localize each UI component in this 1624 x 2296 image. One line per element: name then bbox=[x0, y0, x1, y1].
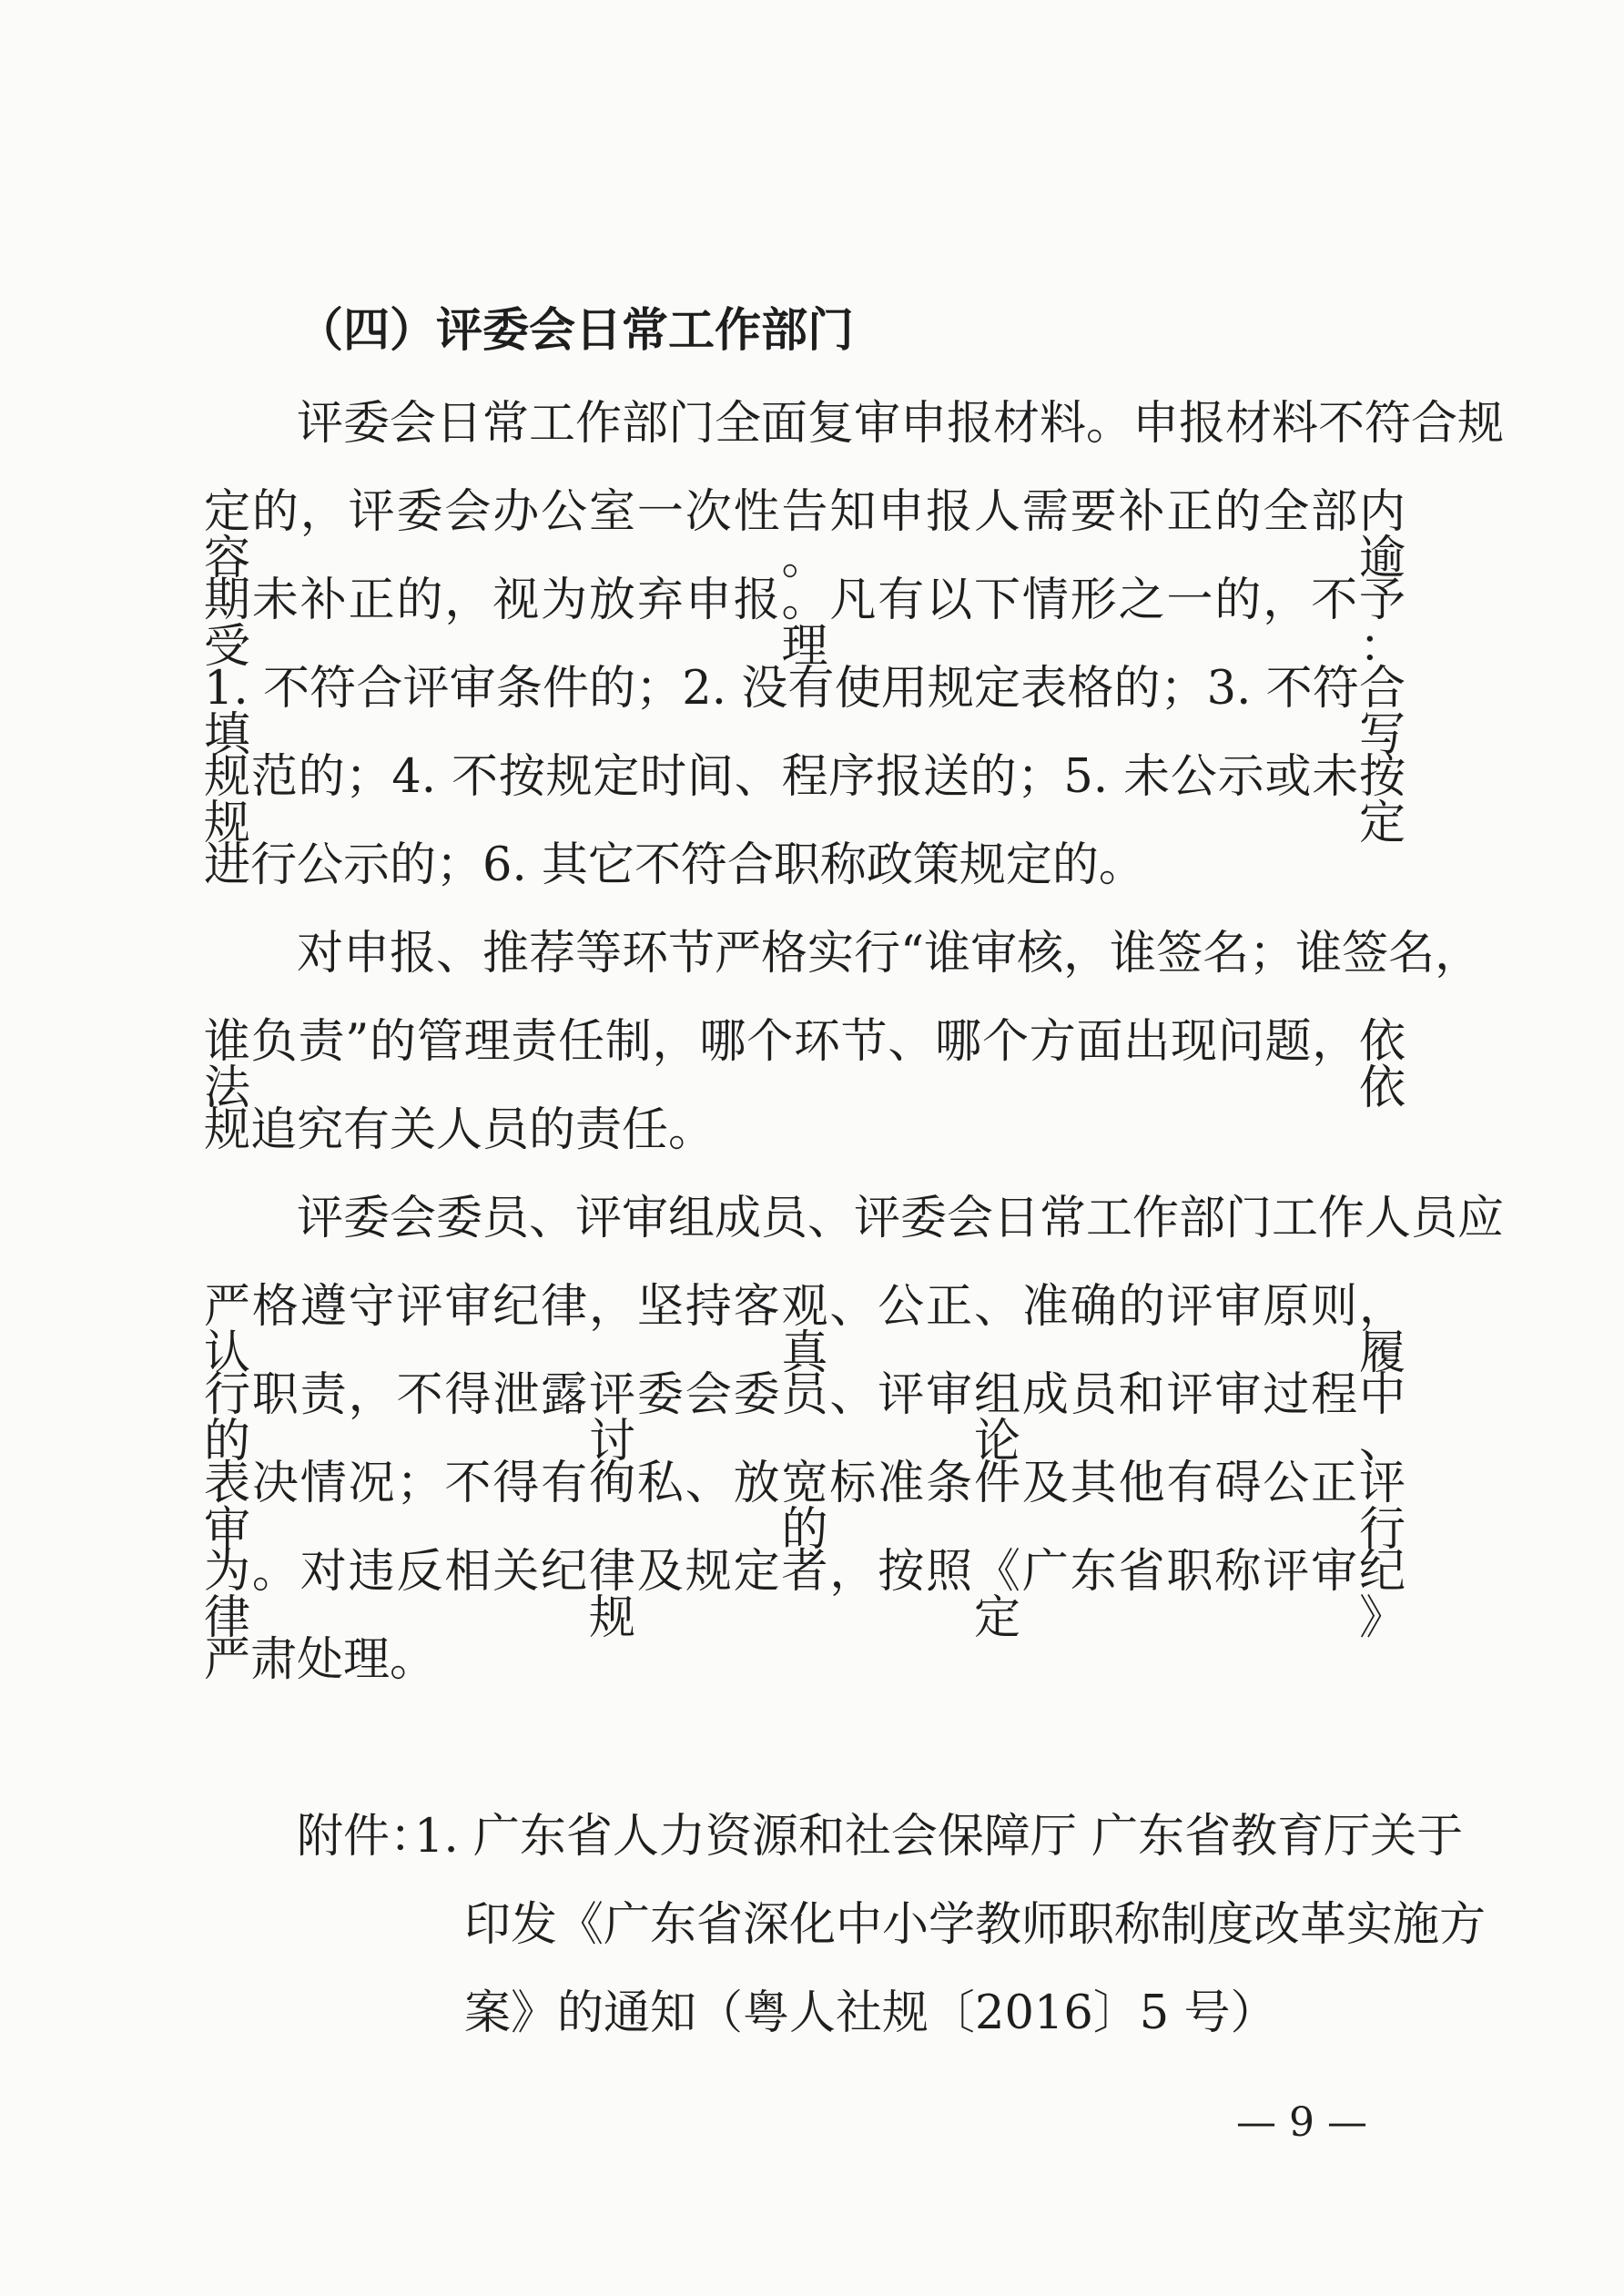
page-number: — 9 — bbox=[1236, 2099, 1367, 2146]
paragraph-2-line-3: 规追究有关人员的责任。 bbox=[204, 1103, 716, 1157]
paragraph-1-line-3: 期未补正的，视为放弃申报。凡有以下情形之一的，不予受理： bbox=[204, 574, 1406, 674]
paragraph-3-line-2: 严格遵守评审纪律，坚持客观、公正、准确的评审原则，认真履 bbox=[204, 1280, 1406, 1380]
paragraph-1-line-5: 规范的；4. 不按规定时间、程序报送的；5. 未公示或未按规定 bbox=[204, 750, 1406, 850]
paragraph-3-line-5: 为。对违反相关纪律及规定者，按照《广东省职称评审纪律规定》 bbox=[204, 1545, 1406, 1645]
paragraph-3-line-4: 表决情况；不得有徇私、放宽标准条件及其他有碍公正评审的行 bbox=[204, 1457, 1406, 1557]
paragraph-1-line-1: 评委会日常工作部门全面复审申报材料。申报材料不符合规 bbox=[297, 397, 1505, 451]
attachment-line-2: 印发《广东省深化中小学教师职称制度改革实施方 bbox=[464, 1898, 1487, 1952]
section-heading: （四）评委会日常工作部门 bbox=[297, 303, 855, 358]
paragraph-1-line-2: 定的，评委会办公室一次性告知申报人需要补正的全部内容。逾 bbox=[204, 485, 1406, 585]
paragraph-1-line-6: 进行公示的；6. 其它不符合职称政策规定的。 bbox=[204, 838, 1145, 892]
paragraph-2-line-1: 对申报、推荐等环节严格实行“谁审核，谁签名；谁签名， bbox=[297, 927, 1482, 980]
attachment-line-1: 1. 广东省人力资源和社会保障厅 广东省教育厅关于 bbox=[414, 1810, 1464, 1864]
attachment-line-3: 案》的通知（粤人社规〔2016〕5 号） bbox=[464, 1986, 1277, 2040]
paragraph-3-line-6: 严肃处理。 bbox=[204, 1633, 437, 1687]
paragraph-2-line-2: 谁负责”的管理责任制，哪个环节、哪个方面出现问题，依法依 bbox=[204, 1015, 1406, 1115]
paragraph-1-line-4: 1. 不符合评审条件的；2. 没有使用规定表格的；3. 不符合填写 bbox=[204, 662, 1406, 762]
attachment-label: 附件： bbox=[297, 1810, 437, 1864]
paragraph-3-line-1: 评委会委员、评审组成员、评委会日常工作部门工作人员应 bbox=[297, 1192, 1505, 1245]
paragraph-3-line-3: 行职责，不得泄露评委会委员、评审组成员和评审过程中的讨论、 bbox=[204, 1368, 1406, 1468]
